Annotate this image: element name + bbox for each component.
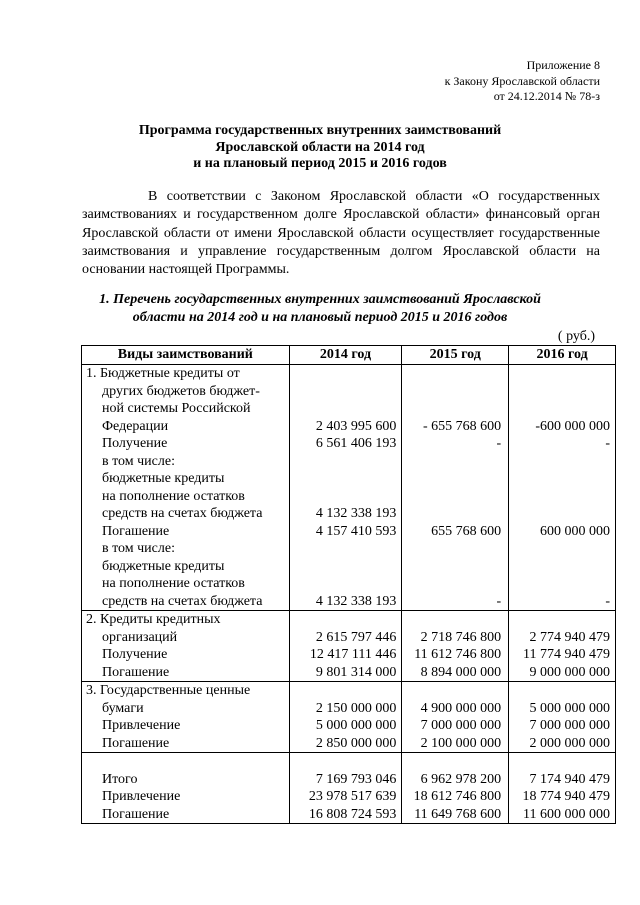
value-2016: 2 774 940 479 [529, 629, 610, 645]
table-row [82, 611, 616, 682]
value-2016 [509, 453, 610, 471]
value-2016: -600 000 000 [535, 418, 610, 434]
table-row [82, 682, 616, 753]
value-2015 [402, 575, 501, 593]
row-label: бумаги [102, 700, 144, 716]
value-2014 [290, 365, 397, 383]
row-label: Погашение [102, 735, 170, 751]
value-2016: - [605, 593, 610, 609]
table-cell [82, 611, 290, 682]
row-label: Привлечение [102, 718, 181, 733]
table-cell [402, 753, 509, 824]
section-title-line: 1. Перечень государственных внутренних заимствований Ярославской [99, 292, 541, 307]
value-2014: 16 808 724 593 [308, 806, 397, 822]
value-2014: 9 801 314 000 [315, 664, 397, 680]
value-2016: 600 000 000 [540, 523, 610, 539]
value-2016: 18 774 940 479 [522, 789, 610, 804]
table-cell [289, 365, 402, 611]
value-2014 [290, 558, 397, 576]
table-row [82, 753, 616, 824]
value-2015: 11 612 746 800 [414, 647, 502, 662]
appendix-line: Приложение 8 [526, 58, 600, 72]
title-line: и на плановый период 2015 и 2016 годов [193, 156, 447, 171]
row-label: Привлечение [102, 789, 181, 804]
row-label: 2. Кредиты кредитных [86, 612, 221, 627]
value-2014 [290, 453, 397, 471]
borrowings-table [81, 345, 616, 824]
value-2015: 2 100 000 000 [420, 735, 502, 751]
value-2016 [509, 505, 610, 523]
table-cell [402, 611, 509, 682]
value-2015: 8 894 000 000 [420, 664, 502, 680]
unit-label: ( руб.) [557, 329, 595, 344]
row-label [86, 753, 289, 771]
value-2015 [402, 558, 501, 576]
value-2016 [509, 575, 610, 593]
value-2015 [402, 505, 501, 523]
value-2016 [509, 611, 610, 629]
value-2014 [290, 575, 397, 593]
value-2014 [290, 682, 397, 700]
row-label: средств на счетах бюджета [102, 506, 263, 521]
table-cell [402, 682, 509, 753]
row-label: Погашение [102, 806, 170, 822]
value-2016: 9 000 000 000 [529, 664, 610, 680]
table-cell [82, 682, 290, 753]
value-2015: 6 962 978 200 [420, 771, 502, 787]
table-cell [289, 682, 402, 753]
value-2016: 7 174 940 479 [529, 771, 610, 787]
value-2016: 11 774 940 479 [523, 647, 610, 662]
title-line: Программа государственных внутренних заимствований [138, 123, 502, 138]
table-cell [509, 682, 616, 753]
column-header-2016: 2016 год [509, 346, 616, 365]
table-cell [82, 753, 290, 824]
intro-text: В соответствии с Законом Ярославской области «О государственных заимствованиях и государственном долге Ярославской области» финансовый орган Ярославской области от имени Ярославской области осуществляет государственные заимствования и управление государственным долгом Ярославской области на основании настоящей Программы. [82, 189, 600, 278]
value-2015 [402, 453, 501, 471]
section-title [0, 291, 640, 327]
value-2015 [402, 383, 501, 401]
value-2015 [402, 611, 501, 629]
value-2015 [402, 753, 501, 771]
value-2015: 7 000 000 000 [420, 718, 502, 733]
value-2015: 11 649 768 600 [414, 806, 502, 822]
value-2015: 18 612 746 800 [413, 789, 502, 804]
column-header-type: Виды заимствований [82, 346, 290, 365]
row-label: Получение [102, 647, 168, 662]
value-2014 [290, 611, 397, 629]
intro-paragraph [82, 188, 600, 279]
value-2014: 7 169 793 046 [315, 771, 397, 787]
table-cell [82, 365, 290, 611]
row-label: 3. Государственные ценные [86, 683, 251, 698]
value-2014 [290, 400, 397, 418]
value-2014 [290, 753, 397, 771]
row-label: другиx бюджетов бюджет- [102, 383, 260, 399]
table-cell [402, 365, 509, 611]
row-label: на пополнение остатков [102, 576, 245, 591]
row-label: средств на счетах бюджета [102, 593, 263, 609]
value-2015: - [496, 436, 502, 451]
row-label: организаций [102, 629, 178, 645]
value-2015: 655 768 600 [431, 523, 502, 539]
value-2014 [290, 470, 397, 488]
appendix-date-line: от 24.12.2014 № 78-з [493, 89, 600, 103]
value-2014: 2 615 797 446 [315, 629, 397, 645]
section-title-line: области на 2014 год и на плановый период 2015 и 2016 годов [132, 310, 508, 325]
document-title [0, 123, 640, 173]
table-header-row [82, 346, 616, 365]
value-2014: 23 978 517 639 [308, 789, 397, 804]
row-label: в том числе: [102, 453, 175, 469]
value-2014: 2 403 995 600 [315, 418, 397, 434]
value-2016: - [605, 436, 610, 451]
table-cell [289, 611, 402, 682]
row-label: Получение [102, 436, 168, 451]
column-header-2014: 2014 год [289, 346, 402, 365]
value-2015 [402, 470, 501, 488]
value-2014: 6 561 406 193 [315, 436, 397, 451]
table-cell [509, 753, 616, 824]
value-2016: 2 000 000 000 [529, 735, 610, 751]
appendix-law-line: к Закону Ярославской области [444, 73, 600, 88]
row-label: бюджетные кредиты [102, 558, 225, 574]
table-cell [509, 611, 616, 682]
value-2016 [509, 682, 610, 700]
value-2016 [509, 365, 610, 383]
value-2016 [509, 753, 610, 771]
value-2016 [509, 400, 610, 418]
row-label: Погашение [102, 523, 170, 539]
value-2015 [402, 400, 501, 418]
value-2016 [509, 540, 610, 558]
row-label: Погашение [102, 664, 170, 680]
value-2016 [509, 488, 610, 506]
value-2014: 4 157 410 593 [315, 523, 397, 539]
value-2016 [509, 470, 610, 488]
value-2014: 2 850 000 000 [315, 735, 397, 751]
row-label: в том числе: [102, 541, 175, 556]
row-label: Итого [102, 771, 138, 787]
value-2014: 4 132 338 193 [315, 593, 397, 609]
value-2015 [402, 540, 501, 558]
value-2015 [402, 365, 501, 383]
value-2016: 5 000 000 000 [529, 700, 610, 716]
column-header-2015: 2015 год [402, 346, 509, 365]
value-2015: - [496, 593, 502, 609]
row-label: бюджетные кредиты [102, 471, 225, 486]
value-2014: 5 000 000 000 [315, 718, 397, 733]
row-label: на пополнение остатков [102, 488, 245, 504]
table-row [82, 365, 616, 611]
value-2014 [290, 540, 397, 558]
table-cell [289, 753, 402, 824]
value-2016 [509, 383, 610, 401]
value-2015: 2 718 746 800 [420, 629, 502, 645]
value-2016: 7 000 000 000 [529, 718, 610, 733]
row-label: ной системы Российской [102, 401, 251, 416]
title-line: Ярославской области на 2014 год [215, 139, 425, 155]
appendix-header [445, 58, 600, 105]
value-2015: 4 900 000 000 [420, 700, 502, 716]
row-label: 1. Бюджетные кредиты от [86, 366, 240, 381]
value-2015: - 655 768 600 [423, 418, 502, 434]
row-label: Федерации [102, 418, 169, 434]
value-2016: 11 600 000 000 [523, 806, 610, 822]
value-2015 [402, 682, 501, 700]
value-2014 [290, 488, 397, 506]
value-2016 [509, 558, 610, 576]
value-2014 [290, 383, 397, 401]
value-2014: 2 150 000 000 [315, 700, 397, 716]
value-2015 [402, 488, 501, 506]
value-2014: 12 417 111 446 [309, 647, 397, 662]
table-cell [509, 365, 616, 611]
table-body [82, 365, 616, 824]
value-2014: 4 132 338 193 [315, 506, 397, 521]
